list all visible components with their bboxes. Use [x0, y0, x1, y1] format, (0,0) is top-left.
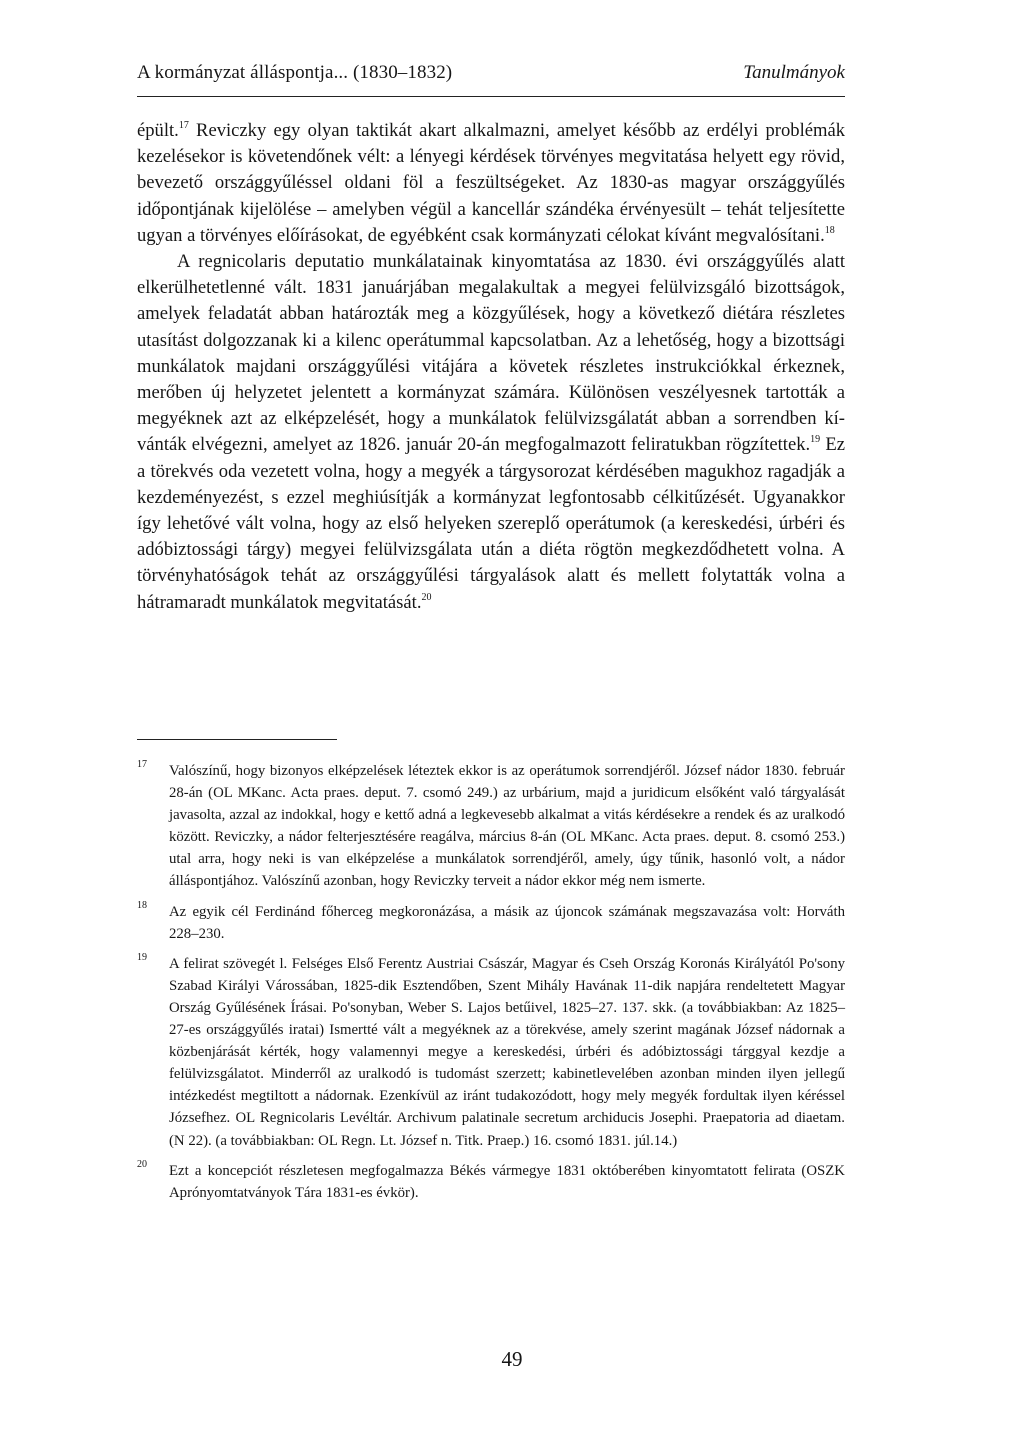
- paragraph-2: [137, 249, 845, 616]
- header-rule: [137, 96, 845, 97]
- running-header: [137, 62, 845, 92]
- p2-text-b: Ez a törekvés oda vezetett volna, hogy a megyék a tárgysorozat kérdésében magukhoz ragadják a kezdeményezést, s ezzel meghiúsítják a kormányzat legfontosabb célkitűzését. Ugyanakkor így lehetővé vált volna, hogy az első helyeken szereplő operátumok (a kereskedési, úrbéri és adóbiztossági tárgy) megyei felülvizsgálata után a diéta rögtön megkezdődhetett volna. A törvényhatóságok tehát az országgyűlési tárgyalások alatt és mellett folytatták volna a hátramaradt munkálatok megvitatását.: [137, 434, 845, 613]
- footnote: [137, 901, 845, 945]
- footnote-ref-17: 17: [178, 120, 189, 131]
- footnote-number: 19: [137, 951, 147, 963]
- footnote-number: 18: [137, 899, 147, 911]
- footnote-number: 20: [137, 1158, 147, 1170]
- footnote-ref-20: 20: [421, 591, 432, 603]
- body-text: [137, 118, 845, 616]
- running-title: A kormányzat álláspontja... (1830–1832): [137, 62, 453, 83]
- page-number: 49: [501, 1347, 523, 1371]
- p2-text-a: A regnicolaris deputatio munkálatainak kinyomtatása az 1830. évi országgyűlés alatt elkerülhetetlenné vált. 1831 januárjában megalakultak a megyei felülvizsgáló bizottságok, amelyek feladatát abban határozták meg a közgyűlések, hogy a következő diétára részletes utasítást dolgozzanak ki a kilenc operátummal kapcsolatban. Az a lehetőség, hogy a bizottsági munkálatok majdani országgyűlési vitájára a követek részletes instrukciókkal érkeznek, merőben új helyzetet jelentett a kormányzat számára. Különösen veszélyesnek tartották a megyéknek azt az elképzelését, hogy a munkálatok felülvizsgálatát abban a sorrendben kívánták elvégezni, amelyet az 1826. január 20-án megfogalmazott feliratukban rögzítettek.: [137, 251, 845, 456]
- footnotes: [137, 760, 845, 1212]
- footnote-text: Ezt a koncepciót részletesen megfogalmazza Békés vármegye 1831 októberében kinyomtatott felirata (OSZK Aprónyomtatványok Tára 1831-es évkör).: [169, 1162, 845, 1201]
- footnote-ref-18: 18: [824, 224, 835, 236]
- footnote: [137, 1160, 845, 1204]
- footnote-text: Valószínű, hogy bizonyos elképzelések léteztek ekkor is az operátumok sorrendjéről. József nádor 1830. február 28-án (OL MKanc. Acta praes. deput. 7. csomó 249.) az urbárium, majd a juridicum elsőként való tárgyalását javasolta, azzal az indokkal, hogy e kettő adná a legkevesebb alkalmat a vitás kérdésekre a rendek és az uralkodó között. Reviczky, a nádor felterjesztésére reagálva, március 8-án (OL MKanc. Acta praes. deput. 8. csomó 253.) utal arra, hogy neki is van elképzelése a munkálatok sorrendjéről, amely, úgy tűnik, hasonló volt, a nádor álláspontjához. Valószínű azonban, hogy Reviczky terveit a nádor ekkor még nem ismerte.: [169, 763, 845, 890]
- paragraph-1: [137, 118, 845, 249]
- footnote-number: 17: [137, 759, 147, 770]
- footnote-text: Az egyik cél Ferdinánd főherceg megkoronázása, a másik az újoncok számának megszavazása volt: Horváth 228–230.: [169, 903, 845, 942]
- section-label: Tanulmányok: [743, 62, 845, 83]
- p1-text-b: Reviczky egy olyan taktikát akart alkalmazni, amelyet később az erdélyi problémák kezelésekor is követendőnek vélt: a lényegi kérdések törvényes megvitatása helyett egy rövid, bevezető országgyűléssel oldani föl a feszültségeket. Az 1830-as magyar országgyűlés időpontjának kijelölése – amelyben végül a kancellár szándéka érvényesült – tehát teljesítette ugyan a törvényes előírásokat, de egyébként csak kormányzati célokat kívánt megvalósítani.: [137, 120, 845, 246]
- footnote: [137, 953, 845, 1152]
- footnote-ref-19: 19: [810, 434, 821, 446]
- footnote-text: A felirat szövegét l. Felséges Első Ferentz Austriai Császár, Magyar és Cseh Ország Koronás Királyától Po'sony Szabad Királyi Várossában, 1825-dik Esztendőben, Szent Mihály Havának 11-dik napjára rendeltetett Magyar Ország Gyűlésének Írásai. Po'sonyban, Weber S. Lajos betűivel, 1825–27. 137. skk. (a továbbiakban: Az 1825–27-es országgyűlés iratai) Ismertté vált a megyéknek az a törekvése, amely szerint magának József nádornak a közbenjárását kérték, hogy valamennyi megye a kereskedési, úrbéri és adóbiztossági tárggyal kezdje a felülvizsgálatot. Minderről az uralkodó is tudomást szerzett; kabinetlevelében azonban minden ilyen jellegű intézkedést megtiltott a nádornak. Ezenkívül az iránt tudakozódott, hogy mely megyék fordultak ilyen kéréssel Józsefhez. OL Regnicolaris Levéltár. Archivum palatinale secretum archiducis Josephi. Praepatoria ad diaetam. (N 22). (a továbbiakban: OL Regn. Lt. József n. Titk. Praep.) 16. csomó 1831. júl.14.): [169, 955, 845, 1149]
- footnote: [137, 760, 845, 893]
- p1-text-a: épült.: [137, 120, 179, 141]
- footnote-separator: [137, 739, 337, 740]
